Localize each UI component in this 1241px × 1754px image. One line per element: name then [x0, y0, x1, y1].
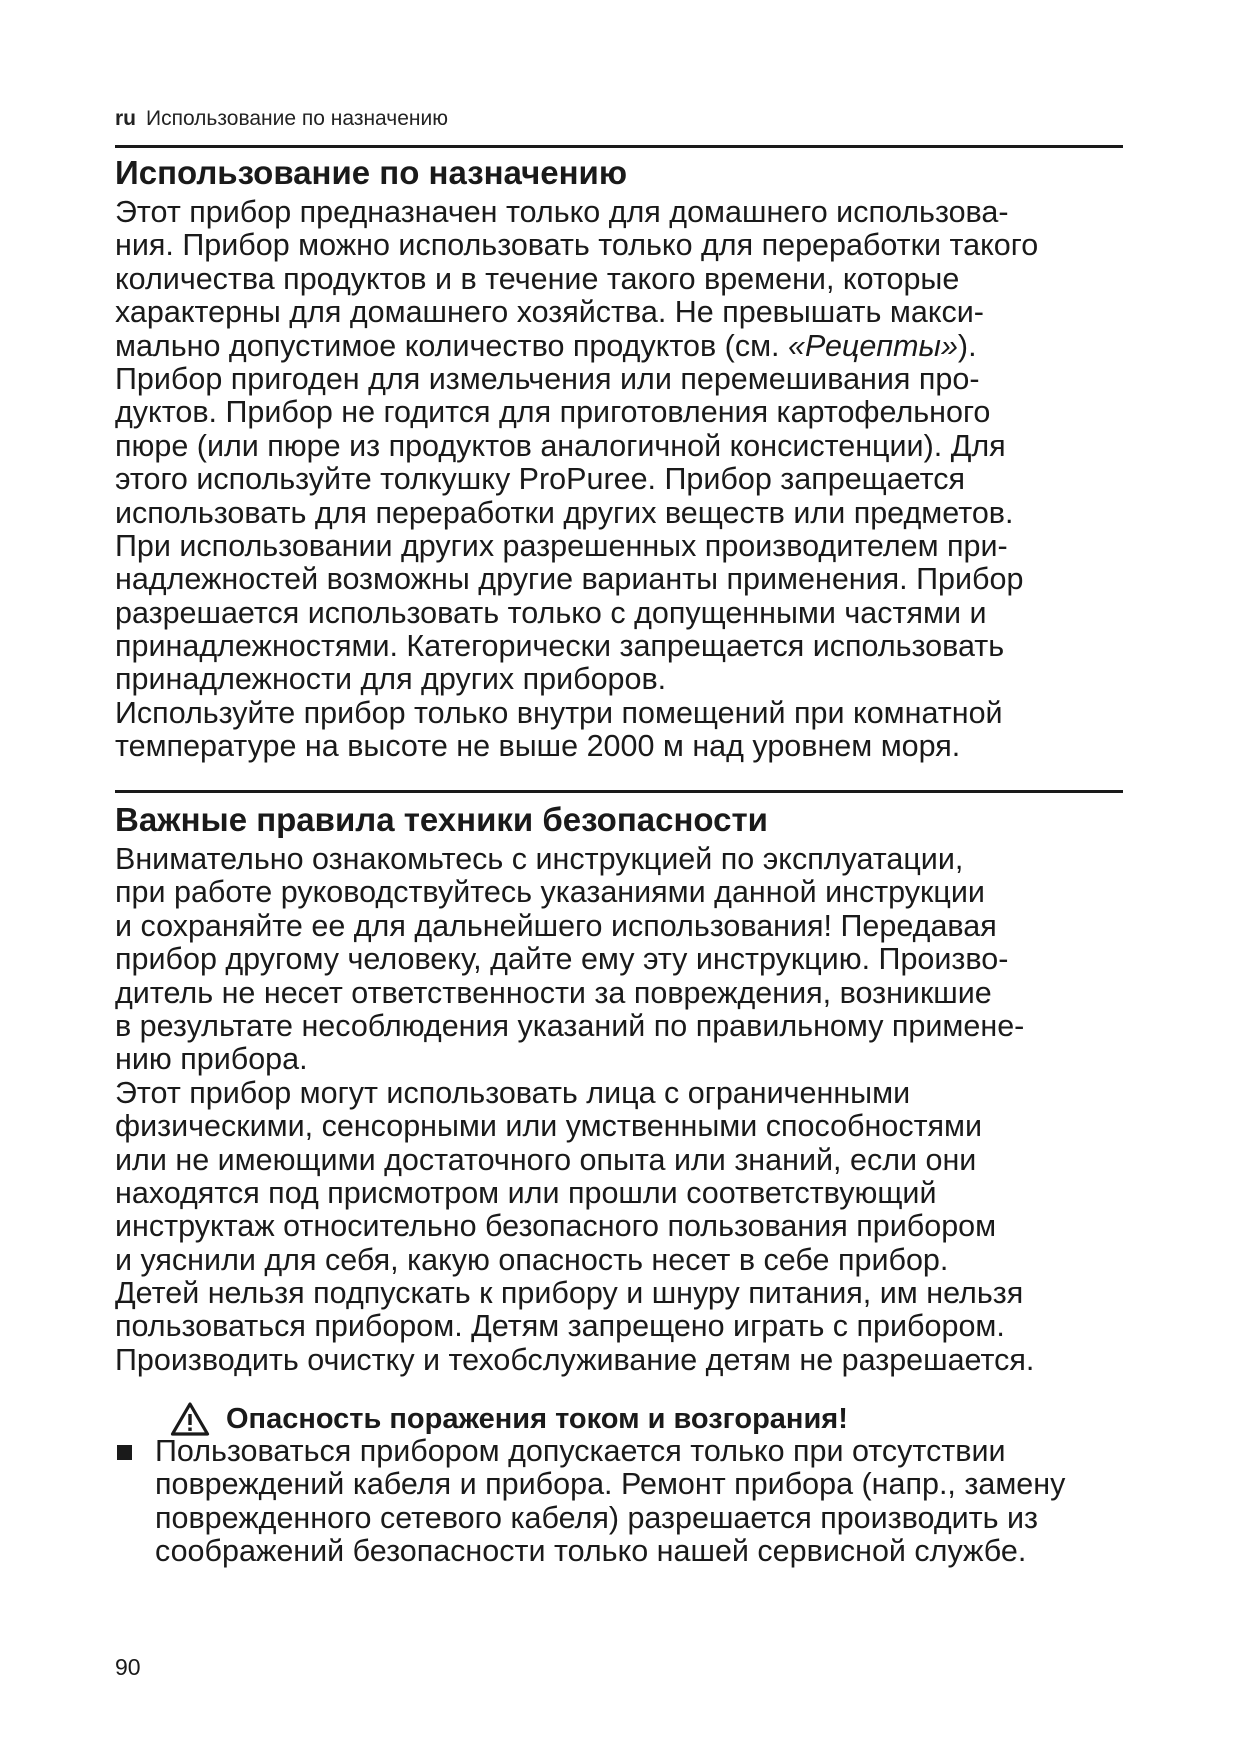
running-header-title: Использование по назначению	[146, 107, 448, 130]
body-line: количества продуктов и в течение такого времени, которые	[115, 261, 960, 296]
running-header	[115, 106, 448, 132]
body-line-tail: ).	[957, 328, 977, 363]
body-line: нию прибора.	[115, 1042, 308, 1077]
section-body-safety-rules	[115, 843, 1034, 1377]
body-line: Детей нельзя подпускать к прибору и шнуру питания, им нельзя	[115, 1276, 1024, 1311]
body-line: в результате несоблюдения указаний по правильному примене-	[115, 1008, 1025, 1043]
warning-title: Опасность поражения током и возгорания!	[226, 1403, 848, 1435]
language-code: ru	[115, 107, 136, 130]
body-line: физическими, сенсорными или умственными способностями	[115, 1109, 983, 1144]
warning-triangle-icon	[170, 1401, 210, 1437]
body-line: и уяснили для себя, какую опасность несет в себе прибор.	[115, 1242, 949, 1277]
body-line: ния. Прибор можно использовать только для переработки такого	[115, 228, 1039, 263]
body-line: Прибор пригоден для измельчения или перемешивания про-	[115, 361, 980, 396]
body-line: инструктаж относительно безопасного пользования прибором	[115, 1209, 997, 1244]
body-line: или не имеющими достаточного опыта или знаний, если они	[115, 1142, 977, 1177]
body-line: разрешается использовать только с допущенными частями и	[115, 595, 987, 630]
section-divider	[115, 145, 1123, 148]
body-line: Используйте прибор только внутри помещений при комнатной	[115, 695, 1003, 730]
body-line: использовать для переработки других веществ или предметов.	[115, 495, 1014, 530]
bullet-line: поврежденного сетевого кабеля) разрешается производить из	[155, 1500, 1039, 1535]
body-line: дитель не несет ответственности за повреждения, возникшие	[115, 975, 992, 1010]
recipes-reference: «Рецепты»	[787, 328, 958, 363]
bullet-line: соображений безопасности только нашей сервисной службе.	[155, 1534, 1027, 1569]
section-body-intended-use	[115, 196, 1038, 764]
bullet-text	[155, 1435, 1065, 1569]
body-line: Этот прибор могут использовать лица с ограниченными	[115, 1075, 911, 1110]
bullet-line: повреждений кабеля и прибора. Ремонт прибора (напр., замену	[155, 1467, 1066, 1502]
body-line: пользоваться прибором. Детям запрещено играть с прибором.	[115, 1309, 1005, 1344]
body-line: при работе руководствуйтесь указаниями данной инструкции	[115, 875, 985, 910]
square-bullet-icon	[117, 1445, 132, 1460]
body-line: Производить очистку и техобслуживание детям не разрешается.	[115, 1342, 1035, 1377]
body-line: прибор другому человеку, дайте ему эту инструкцию. Произво-	[115, 942, 1009, 977]
body-line: находятся под присмотром или прошли соответствующий	[115, 1175, 937, 1210]
body-line: дуктов. Прибор не годится для приготовления картофельного	[115, 395, 991, 430]
body-line: Этот прибор предназначен только для домашнего использова-	[115, 195, 1009, 229]
section-title-intended-use: Использование по назначению	[115, 154, 627, 191]
body-line: принадлежностями. Категорически запрещается использовать	[115, 629, 1005, 664]
body-line: надлежностей возможны другие варианты применения. Прибор	[115, 562, 1024, 597]
document-page	[115, 0, 1125, 1754]
body-line: и сохраняйте ее для дальнейшего использования! Передавая	[115, 908, 997, 943]
body-line-text: мально допустимое количество продуктов (см.	[115, 328, 788, 363]
body-line: Внимательно ознакомьтесь с инструкцией по эксплуатации,	[115, 842, 964, 876]
body-line	[115, 330, 1038, 363]
section-title-safety-rules: Важные правила техники безопасности	[115, 801, 768, 838]
body-line: этого используйте толкушку ProPuree. Прибор запрещается	[115, 462, 966, 497]
section-divider	[115, 790, 1123, 793]
body-line: При использовании других разрешенных производителем при-	[115, 528, 1008, 563]
body-line: температуре на высоте не выше 2000 м над уровнем моря.	[115, 729, 961, 764]
body-line: пюре (или пюре из продуктов аналогичной консистенции). Для	[115, 428, 1006, 463]
bullet-line: Пользоваться прибором допускается только при отсутствии	[155, 1434, 1006, 1468]
warning-heading	[170, 1399, 848, 1439]
body-line: характерны для домашнего хозяйства. Не превышать макси-	[115, 295, 984, 330]
body-line: принадлежности для других приборов.	[115, 662, 667, 697]
page-number: 90	[115, 1654, 141, 1680]
